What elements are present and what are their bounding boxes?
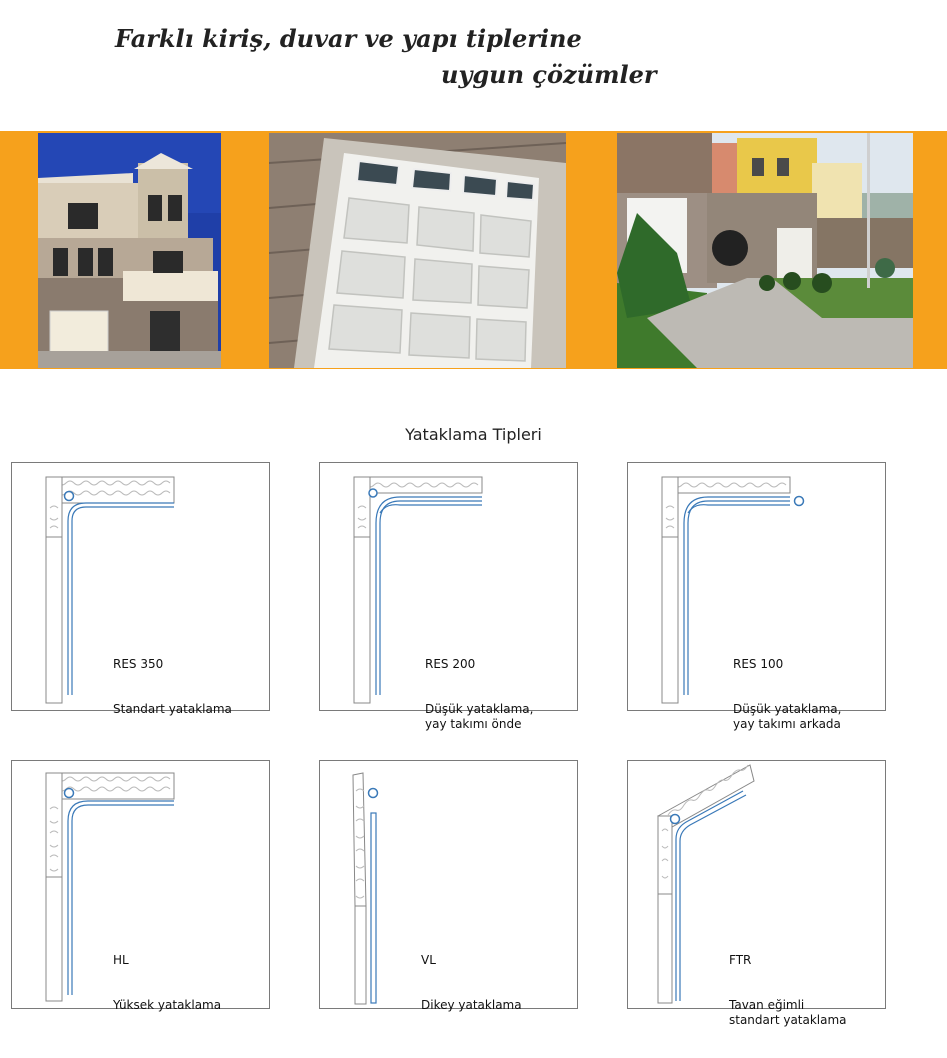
- type-code: RES 350: [113, 657, 164, 671]
- type-code: RES 100: [733, 657, 784, 671]
- type-description: Düşük yataklama, yay takımı arkada: [733, 702, 842, 731]
- panel-label-ftr: [729, 923, 847, 1058]
- garage-door-photo: [269, 133, 566, 368]
- type-code: RES 200: [425, 657, 476, 671]
- heading-line-2: uygun çözümler: [441, 60, 657, 89]
- street-photo: [617, 133, 913, 368]
- section-title: Yataklama Tipleri: [405, 425, 542, 444]
- type-description: Tavan eğimli standart yataklama: [729, 998, 847, 1027]
- panel-ftr: [627, 760, 886, 1027]
- type-description: Yüksek yataklama: [113, 998, 222, 1012]
- type-code: HL: [113, 953, 129, 967]
- house-photo: [38, 133, 221, 368]
- panel-label-hl: [113, 923, 221, 1043]
- panel-hl: [11, 760, 270, 1012]
- heading-line-1: Farklı kiriş, duvar ve yapı tiplerine: [115, 24, 582, 53]
- panel-res-350: [11, 462, 270, 716]
- panel-res-100: [627, 462, 886, 731]
- panel-label-res-350: [113, 627, 232, 747]
- panel-label-vl: [421, 923, 522, 1043]
- panel-label-res-100: [733, 627, 841, 762]
- type-description: Standart yataklama: [113, 702, 232, 716]
- type-description: Düşük yataklama, yay takımı önde: [425, 702, 534, 731]
- panel-label-res-200: [425, 627, 533, 762]
- panel-res-200: [319, 462, 578, 731]
- panel-vl: [319, 760, 578, 1012]
- type-code: VL: [421, 953, 436, 967]
- type-description: Dikey yataklama: [421, 998, 522, 1012]
- type-code: FTR: [729, 953, 752, 967]
